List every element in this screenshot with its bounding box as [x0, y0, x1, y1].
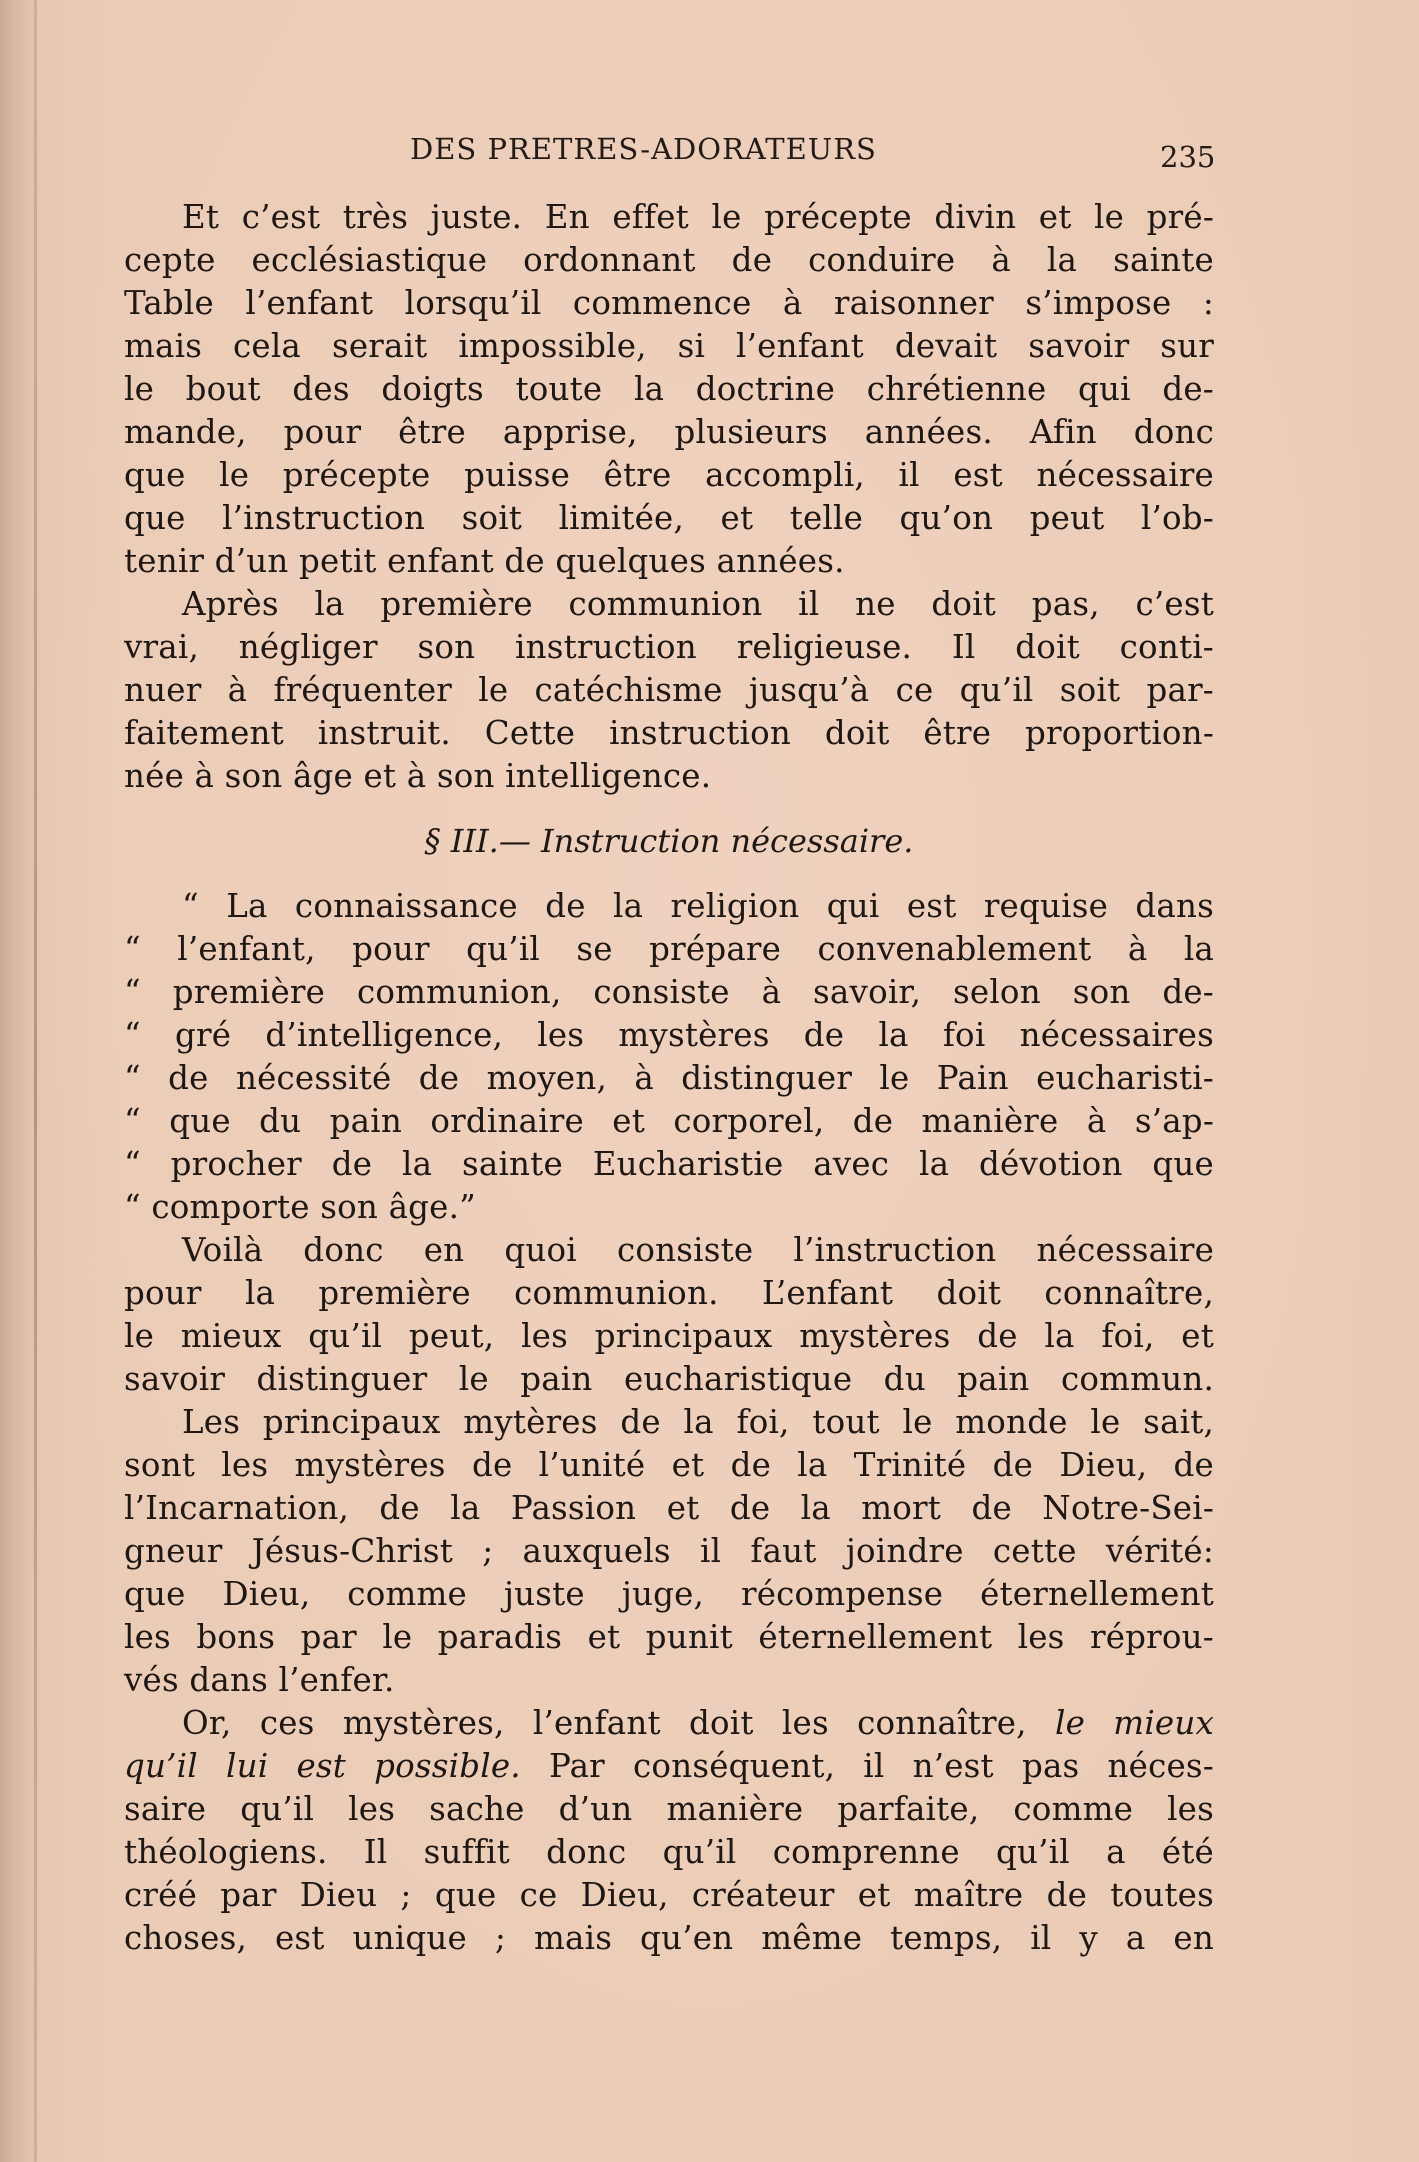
text-line: créé par Dieu ; que ce Dieu, créateur et maître de toutes — [124, 1876, 1214, 1914]
quote-line: “ de nécessité de moyen, à distinguer le Pain eucharisti- — [124, 1059, 1214, 1097]
text-line: vrai, négliger son instruction religieuse. Il doit conti- — [124, 628, 1214, 666]
text-line: choses, est unique ; mais qu’en même temps, il y a en — [124, 1919, 1214, 1957]
section-heading: § III.— Instruction nécessaire. — [424, 822, 914, 860]
quote-line: “ l’enfant, pour qu’il se prépare convenablement à la — [124, 930, 1214, 968]
quote-line: “ première communion, consiste à savoir, selon son de- — [124, 973, 1214, 1011]
text-line: mais cela serait impossible, si l’enfant devait savoir sur — [124, 327, 1214, 365]
text-line: Les principaux mytères de la foi, tout le monde le sait, — [182, 1403, 1214, 1441]
text-line: cepte ecclésiastique ordonnant de conduire à la sainte — [124, 241, 1214, 279]
text-line: savoir distinguer le pain eucharistique du pain commun. — [124, 1360, 1214, 1398]
text-line: que le précepte puisse être accompli, il est nécessaire — [124, 456, 1214, 494]
text-line: vés dans l’enfer. — [124, 1661, 395, 1699]
text-line — [124, 1745, 1214, 1788]
quote-line: “ comporte son âge.” — [124, 1188, 476, 1226]
text-line: nuer à fréquenter le catéchisme jusqu’à ce qu’il soit par- — [124, 671, 1214, 709]
running-head: DES PRETRES-ADORATEURS — [410, 132, 877, 166]
text-line: le mieux qu’il peut, les principaux mystères de la foi, et — [124, 1317, 1214, 1355]
text-line: faitement instruit. Cette instruction doit être proportion- — [124, 714, 1214, 752]
quote-line: “ procher de la sainte Eucharistie avec la dévotion que — [124, 1145, 1214, 1183]
text-line: que Dieu, comme juste juge, récompense éternellement — [124, 1575, 1214, 1613]
text-line: née à son âge et à son intelligence. — [124, 757, 712, 795]
text-line: théologiens. Il suffit donc qu’il comprenne qu’il a été — [124, 1833, 1214, 1871]
page-spine-shadow — [34, 0, 37, 2162]
page-number: 235 — [1160, 140, 1216, 174]
quote-line: “ La connaissance de la religion qui est requise dans — [182, 887, 1214, 925]
text-line: les bons par le paradis et punit éternellement les réprou- — [124, 1618, 1214, 1656]
text-line: mande, pour être apprise, plusieurs années. Afin donc — [124, 413, 1214, 451]
text-line: que l’instruction soit limitée, et telle qu’on peut l’ob- — [124, 499, 1214, 537]
quote-line: “ gré d’intelligence, les mystères de la foi nécessaires — [124, 1016, 1214, 1054]
text-line: saire qu’il les sache d’un manière parfaite, comme les — [124, 1790, 1214, 1828]
text-line: gneur Jésus-Christ ; auxquels il faut joindre cette vérité: — [124, 1532, 1214, 1570]
body-text — [124, 196, 1214, 1960]
text-line: sont les mystères de l’unité et de la Trinité de Dieu, de — [124, 1446, 1214, 1484]
text-line: Voilà donc en quoi consiste l’instruction nécessaire — [182, 1231, 1214, 1269]
quote-line: “ que du pain ordinaire et corporel, de manière à s’ap- — [124, 1102, 1214, 1140]
text-segment: Or, ces mystères, l’enfant doit les connaître, — [182, 1704, 1027, 1742]
text-segment: Par conséquent, il n’est pas néces- — [548, 1747, 1214, 1785]
text-line: le bout des doigts toute la doctrine chrétienne qui de- — [124, 370, 1214, 408]
text-line: Et c’est très juste. En effet le précepte divin et le pré- — [182, 198, 1214, 236]
text-line: pour la première communion. L’enfant doit connaître, — [124, 1274, 1214, 1312]
italic-phrase: le mieux — [1054, 1704, 1215, 1742]
text-line: Table l’enfant lorsqu’il commence à raisonner s’impose : — [124, 284, 1214, 322]
text-line: tenir d’un petit enfant de quelques années. — [124, 542, 845, 580]
text-line — [124, 1702, 1214, 1745]
italic-phrase: qu’il lui est possible. — [124, 1747, 521, 1785]
text-line: Après la première communion il ne doit pas, c’est — [182, 585, 1214, 623]
text-line: l’Incarnation, de la Passion et de la mort de Notre-Sei- — [124, 1489, 1214, 1527]
